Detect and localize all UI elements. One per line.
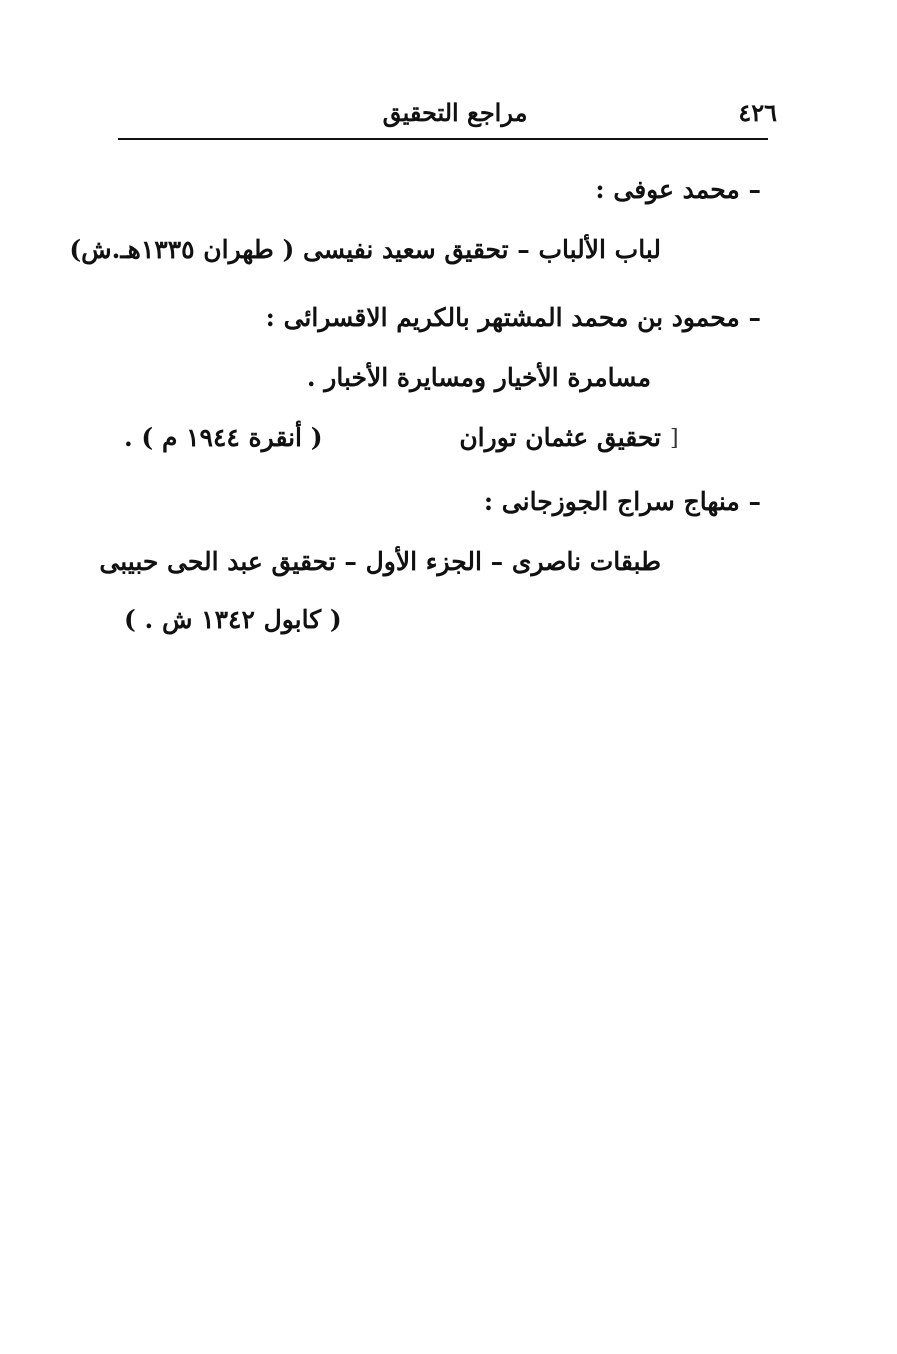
page-number: ٤٢٦: [738, 98, 777, 127]
entry-author-3: – منهاج سراج الجوزجانى :: [483, 487, 761, 516]
page-title: مراجع التحقيق: [382, 98, 528, 127]
bracket-mark: [: [670, 426, 679, 451]
entry-line-2-1: مسامرة الأخيار ومسايرة الأخبار .: [306, 363, 651, 392]
header-rule: [118, 138, 768, 140]
entry-line-3-2: ( كابول ١٣٤٢ ش . ): [124, 605, 342, 634]
entry-line-1-1: لباب الألباب – تحقيق سعيد نفيسى ( طهران ١٣٣٥هـ.ش): [69, 235, 661, 264]
entry-line-2-2: تحقيق عثمان توران: [459, 423, 661, 452]
entry-author-2: – محمود بن محمد المشتهر بالكريم الاقسرائى :: [265, 303, 761, 332]
entry-author-1: – محمد عوفى :: [595, 175, 761, 204]
entry-line-3-1: طبقات ناصرى – الجزء الأول – تحقيق عبد الحى حبيبى: [99, 547, 661, 576]
entry-line-2-3: ( أنقرة ١٩٤٤ م ) .: [124, 423, 323, 452]
